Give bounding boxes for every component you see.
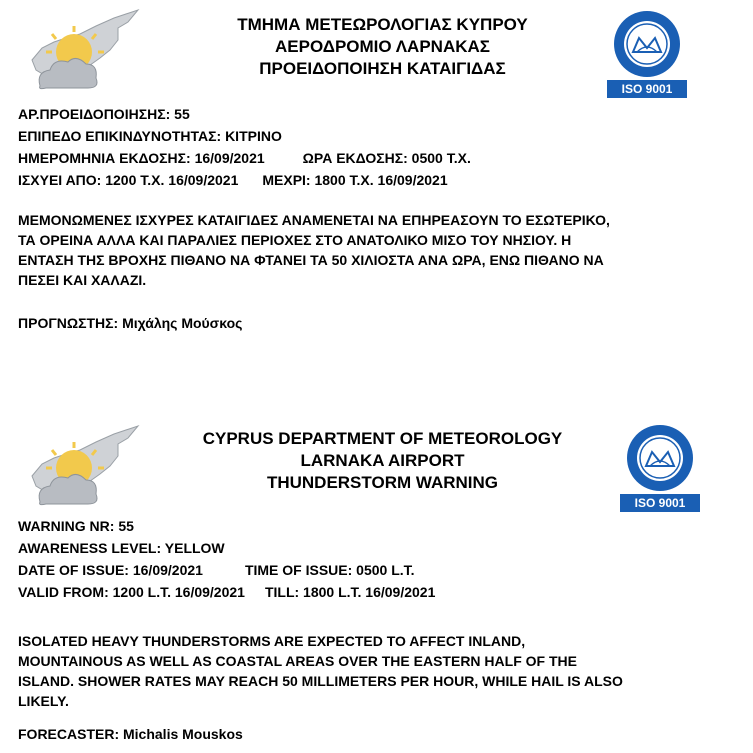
iso-label: ISO 9001 [621, 82, 673, 96]
iso-9001-logo [614, 422, 706, 514]
warning-text [18, 631, 718, 711]
title-line-1: CYPRUS DEPARTMENT OF METEOROLOGY [202, 429, 563, 448]
validity-line [18, 581, 738, 603]
weather-logo [14, 424, 146, 514]
issue-line [18, 559, 738, 581]
warning-text-line: LIKELY. [18, 693, 69, 709]
title-line-2: LARNAKA AIRPORT [300, 451, 465, 470]
english-warning-section [0, 418, 753, 753]
header-title [150, 428, 615, 494]
iso-label: ISO 9001 [634, 496, 686, 510]
warning-text-line: ISOLATED HEAVY THUNDERSTORMS ARE EXPECTED TO AFFECT INLAND, [18, 633, 526, 649]
sun-cloud-island-icon [14, 424, 146, 514]
warning-text-line: ΕΝΤΑΣΗ ΤΗΣ ΒΡΟΧΗΣ ΠΙΘΑΝΟ ΝΑ ΦΤΑΝΕΙ ΤΑ 50 ΧΙΛΙΟΣΤΑ ΑΝΑ ΩΡΑ, ΕΝΩ ΠΙΘΑΝΟ ΝΑ [18, 252, 604, 268]
warning-text-line: MOUNTAINOUS AS WELL AS COASTAL AREAS OVER THE EASTERN HALF OF THE [18, 653, 577, 669]
warning-text-line: ISLAND. SHOWER RATES MAY REACH 50 MILLIMETERS PER HOUR, WHILE HAIL IS ALSO [18, 673, 623, 689]
warning-number: WARNING NR: 55 [18, 518, 134, 534]
warning-details [18, 103, 738, 191]
valid-till: ΜΕΧΡΙ: 1800 Τ.Χ. 16/09/2021 [262, 172, 448, 188]
title-line-3: ΠΡΟΕΙΔΟΠΟΙΗΣΗ ΚΑΤΑΙΓΙΔΑΣ [259, 59, 506, 78]
weather-logo [14, 8, 146, 98]
title-line-1: ΤΜΗΜΑ ΜΕΤΕΩΡΟΛΟΓΙΑΣ ΚΥΠΡΟΥ [237, 15, 528, 34]
warning-details [18, 515, 738, 603]
issue-line [18, 147, 738, 169]
validity-line [18, 169, 738, 191]
date-of-issue: DATE OF ISSUE: 16/09/2021 [18, 562, 203, 578]
header-title [150, 14, 615, 80]
time-of-issue: ΩΡΑ ΕΚΔΟΣΗΣ: 0500 Τ.Χ. [302, 150, 471, 166]
warning-text-line: ΠΕΣΕΙ ΚΑΙ ΧΑΛΑΖΙ. [18, 272, 147, 288]
valid-from: VALID FROM: 1200 L.T. 16/09/2021 [18, 584, 245, 600]
forecaster: ΠΡΟΓΝΩΣΤΗΣ: Μιχάλης Μούσκος [18, 315, 243, 331]
title-line-3: THUNDERSTORM WARNING [266, 473, 499, 492]
forecaster: FORECASTER: Michalis Mouskos [18, 726, 243, 742]
warning-text-line: ΤΑ ΟΡΕΙΝΑ ΑΛΛΑ ΚΑΙ ΠΑΡΑΛΙΕΣ ΠΕΡΙΟΧΕΣ ΣΤΟ ΑΝΑΤΟΛΙΚΟ ΜΙΣΟ ΤΟΥ ΝΗΣΙΟΥ. Η [18, 232, 572, 248]
sun-cloud-island-icon [14, 8, 146, 98]
time-of-issue: TIME OF ISSUE: 0500 L.T. [244, 562, 415, 578]
warning-text [18, 210, 708, 290]
awareness-level: AWARENESS LEVEL: YELLOW [18, 540, 225, 556]
warning-text-line: ΜΕΜΟΝΩΜΕΝΕΣ ΙΣΧΥΡΕΣ ΚΑΤΑΙΓΙΔΕΣ ΑΝΑΜΕΝΕΤΑΙ ΝΑ ΕΠΗΡΕΑΣΟΥΝ ΤΟ ΕΣΩΤΕΡΙΚΟ, [18, 212, 610, 228]
title-line-2: ΑΕΡΟΔΡΟΜΙΟ ΛΑΡΝΑΚΑΣ [275, 37, 490, 56]
valid-from: ΙΣΧΥΕΙ ΑΠΟ: 1200 Τ.Χ. 16/09/2021 [18, 172, 239, 188]
iso-9001-logo [601, 8, 693, 100]
warning-number: ΑΡ.ΠΡΟΕΙΔΟΠΟΙΗΣΗΣ: 55 [18, 106, 190, 122]
valid-till: TILL: 1800 L.T. 16/09/2021 [264, 584, 436, 600]
awareness-level: ΕΠΙΠΕΔΟ ΕΠΙΚΙΝΔΥΝΟΤΗΤΑΣ: ΚΙΤΡΙΝΟ [18, 128, 282, 144]
date-of-issue: ΗΜΕΡΟΜΗΝΙΑ ΕΚΔΟΣΗΣ: 16/09/2021 [18, 150, 265, 166]
